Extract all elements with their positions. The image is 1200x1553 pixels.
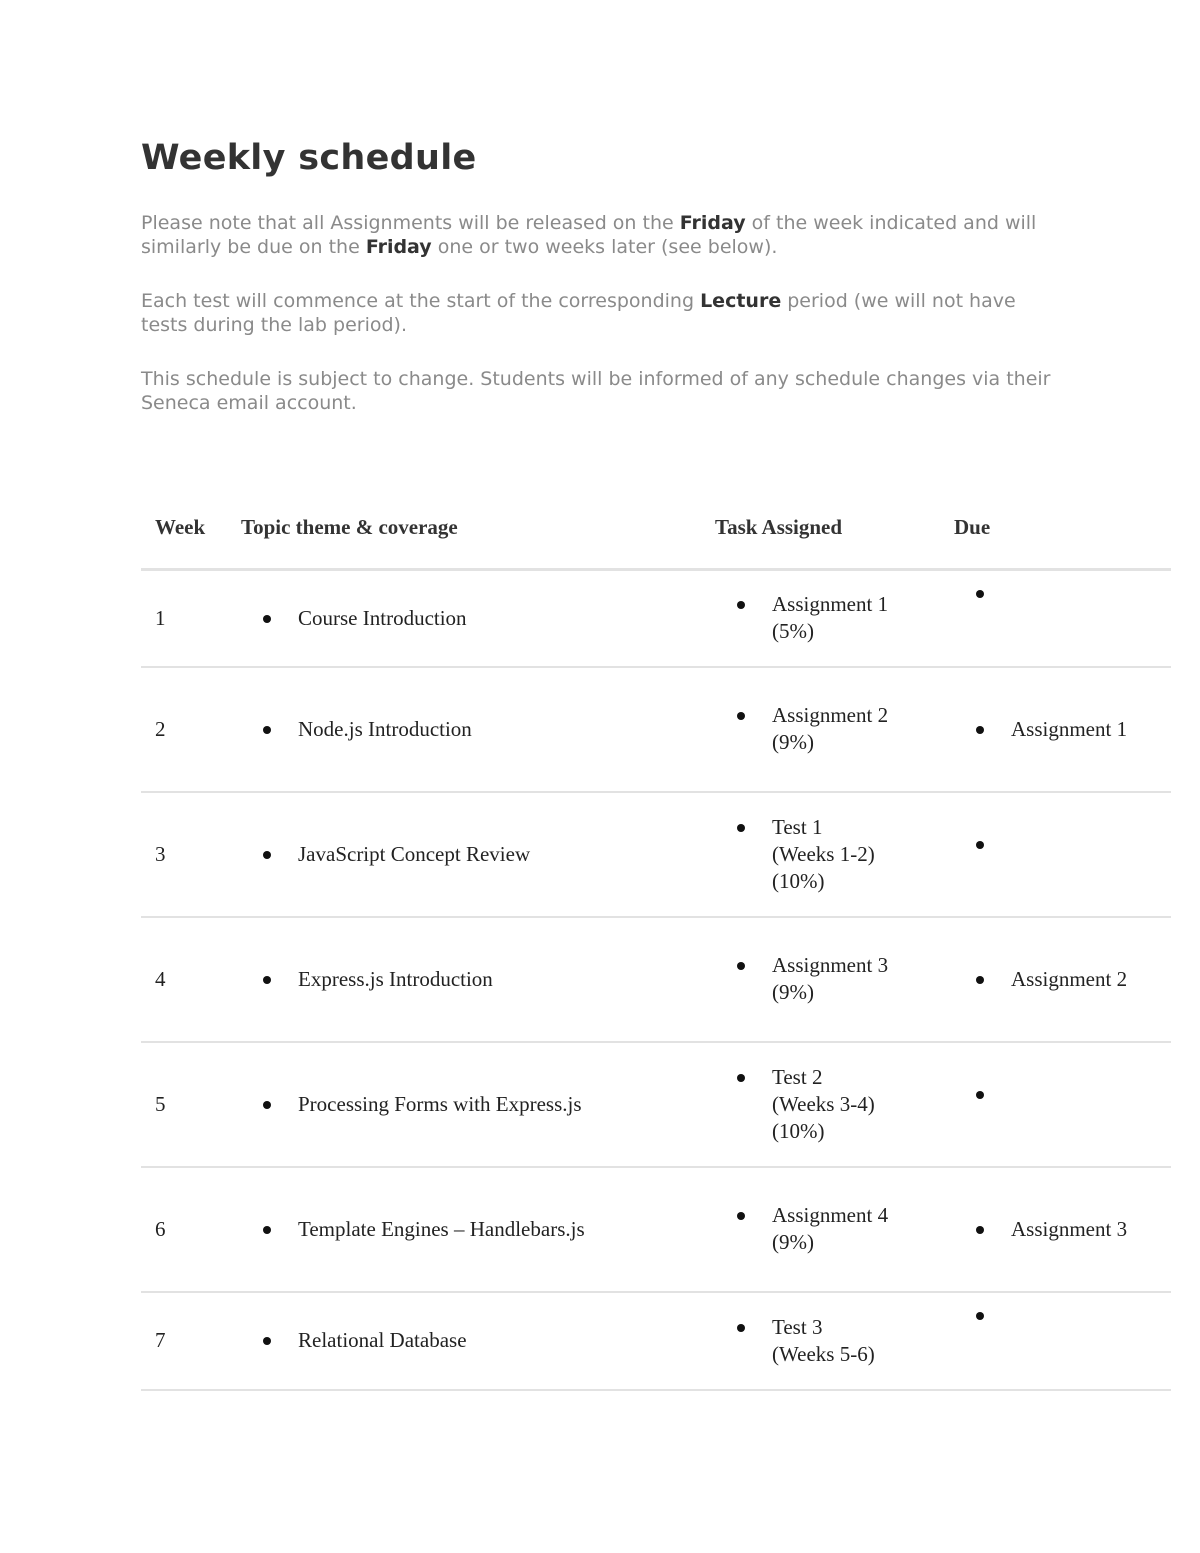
task-name: Test 1 <box>772 814 823 839</box>
table-row <box>141 570 1171 667</box>
due-cell <box>940 1167 1171 1292</box>
change-note <box>141 367 1051 415</box>
header-topic: Topic theme & coverage <box>227 486 701 570</box>
list-item: Assignment 2 <box>954 966 1171 993</box>
week-cell: 7 <box>141 1292 227 1390</box>
text: This schedule is subject to change. Students will be informed of any schedule changes via their Seneca email account. <box>141 368 1051 414</box>
list-item <box>715 1064 940 1145</box>
emphasis: Friday <box>365 236 432 258</box>
task-weight: (5%) <box>772 619 814 644</box>
list-item <box>715 702 940 756</box>
test-note <box>141 289 1051 337</box>
due-cell <box>940 570 1171 667</box>
task-name: Assignment 4 <box>772 1203 889 1227</box>
emphasis: Lecture <box>700 290 782 312</box>
task-weight: (9%) <box>772 730 814 754</box>
task-weight: (9%) <box>772 980 814 1004</box>
task-cell <box>701 917 940 1042</box>
header-task: Task Assigned <box>701 486 940 570</box>
list-item <box>715 1314 940 1368</box>
topic-cell <box>227 792 701 917</box>
emphasis: Friday <box>679 212 746 234</box>
list-item: Assignment 3 <box>954 1216 1171 1243</box>
task-weeks: (Weeks 5-6) <box>772 1341 875 1366</box>
list-item <box>715 814 940 895</box>
task-cell <box>701 667 940 792</box>
table-row <box>141 1042 1171 1167</box>
header-week: Week <box>141 486 227 570</box>
table-row <box>141 792 1171 917</box>
task-cell <box>701 1167 940 1292</box>
list-item: JavaScript Concept Review <box>241 841 701 868</box>
topic-cell <box>227 570 701 667</box>
task-name: Assignment 2 <box>772 703 889 727</box>
task-cell <box>701 1042 940 1167</box>
week-cell: 1 <box>141 570 227 667</box>
task-cell <box>701 1292 940 1390</box>
text: period (we will not have tests during the lab period). <box>141 290 1016 336</box>
topic-cell <box>227 667 701 792</box>
list-item: Relational Database <box>241 1327 701 1354</box>
list-item: Course Introduction <box>241 605 701 632</box>
due-cell <box>940 1292 1171 1390</box>
week-cell: 5 <box>141 1042 227 1167</box>
list-item <box>715 591 940 645</box>
list-item: Processing Forms with Express.js <box>241 1091 701 1118</box>
table-row <box>141 917 1171 1042</box>
task-name: Assignment 3 <box>772 953 889 977</box>
task-name: Assignment 1 <box>772 592 889 617</box>
list-item <box>954 1081 1171 1108</box>
table-row <box>141 1167 1171 1292</box>
task-weight: (9%) <box>772 1230 814 1254</box>
task-weight: (10%) <box>772 1118 825 1143</box>
week-cell: 4 <box>141 917 227 1042</box>
list-item: Assignment 1 <box>954 716 1171 743</box>
list-item: Express.js Introduction <box>241 966 701 993</box>
list-item <box>954 1302 1171 1329</box>
topic-cell <box>227 917 701 1042</box>
list-item <box>715 952 940 1006</box>
week-cell: 2 <box>141 667 227 792</box>
list-item <box>954 580 1171 607</box>
page-title: Weekly schedule <box>141 138 477 178</box>
text: of the week indicated and will similarly be due on the <box>141 212 1037 258</box>
list-item <box>715 1202 940 1256</box>
header-row <box>141 486 1171 570</box>
week-cell: 3 <box>141 792 227 917</box>
list-item <box>954 831 1171 858</box>
list-item: Template Engines – Handlebars.js <box>241 1216 701 1243</box>
text: one or two weeks later (see below). <box>431 236 778 258</box>
topic-cell <box>227 1292 701 1390</box>
due-cell <box>940 917 1171 1042</box>
header-due: Due <box>940 486 1171 570</box>
task-name: Test 2 <box>772 1064 823 1089</box>
schedule-table <box>141 486 1171 1391</box>
task-cell <box>701 792 940 917</box>
task-weeks: (Weeks 1-2) <box>772 841 875 866</box>
task-name: Test 3 <box>772 1314 823 1339</box>
list-item: Node.js Introduction <box>241 716 701 743</box>
task-weight: (10%) <box>772 868 825 893</box>
table-row <box>141 667 1171 792</box>
due-cell <box>940 1042 1171 1167</box>
task-weeks: (Weeks 3-4) <box>772 1091 875 1116</box>
topic-cell <box>227 1042 701 1167</box>
table-row <box>141 1292 1171 1390</box>
text: Please note that all Assignments will be released on the <box>141 212 680 234</box>
due-cell <box>940 792 1171 917</box>
text: Each test will commence at the start of the corresponding <box>141 290 701 312</box>
task-cell <box>701 570 940 667</box>
due-cell <box>940 667 1171 792</box>
week-cell: 6 <box>141 1167 227 1292</box>
release-note <box>141 211 1051 259</box>
topic-cell <box>227 1167 701 1292</box>
